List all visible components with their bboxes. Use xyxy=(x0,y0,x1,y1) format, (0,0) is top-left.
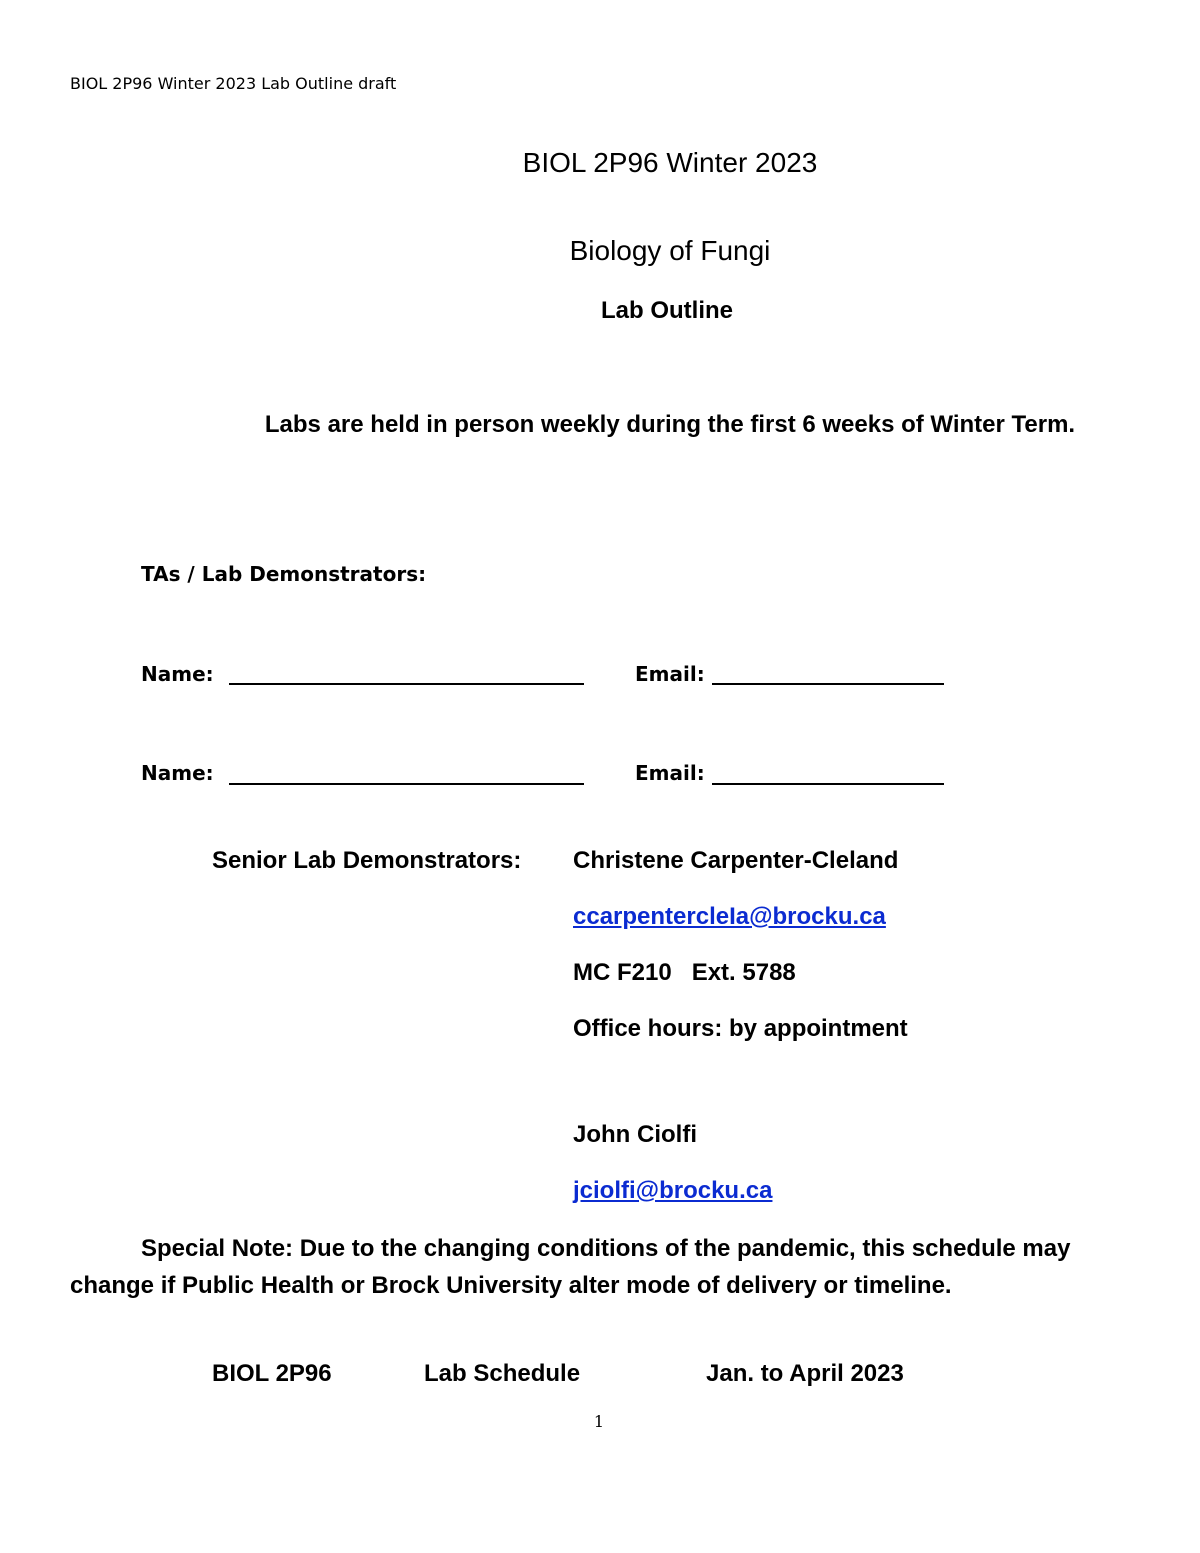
senior-demonstrator-name: John Ciolfi xyxy=(573,1121,697,1148)
intro-text: Labs are held in person weekly during the first 6 weeks of Winter Term. xyxy=(264,411,1076,438)
ta-name-blank[interactable] xyxy=(229,783,584,785)
page-number: 1 xyxy=(593,1412,605,1431)
ta-name-blank[interactable] xyxy=(229,683,584,685)
ta-email-label: Email: xyxy=(635,761,705,785)
schedule-course: BIOL 2P96 xyxy=(212,1360,332,1387)
document-type: Lab Outline xyxy=(601,297,733,324)
special-note: Special Note: Due to the changing conditions of the pandemic, this schedule may change if Public Health or Brock University alter mode of delivery or timeline. xyxy=(70,1235,1071,1299)
senior-demonstrator-email-link[interactable]: jciolfi@brocku.ca xyxy=(573,1177,773,1204)
course-title: BIOL 2P96 Winter 2023 xyxy=(522,147,818,178)
ta-email-blank[interactable] xyxy=(712,783,944,785)
senior-demonstrator-name: Christene Carpenter-Cleland xyxy=(573,847,899,874)
office-location: MC F210 Ext. 5788 xyxy=(573,959,796,986)
ta-heading: TAs / Lab Demonstrators: xyxy=(141,562,427,586)
ta-email-label: Email: xyxy=(635,662,705,686)
schedule-title: Lab Schedule xyxy=(424,1360,581,1387)
schedule-dates: Jan. to April 2023 xyxy=(706,1360,904,1387)
running-header: BIOL 2P96 Winter 2023 Lab Outline draft xyxy=(70,74,397,93)
course-name: Biology of Fungi xyxy=(569,235,771,266)
ta-name-label: Name: xyxy=(141,662,214,686)
office-hours: Office hours: by appointment xyxy=(573,1015,908,1042)
senior-demonstrator-email-link[interactable]: ccarpentercleIa@brocku.ca xyxy=(573,903,886,930)
ta-name-label: Name: xyxy=(141,761,214,785)
senior-demonstrators-label: Senior Lab Demonstrators: xyxy=(212,847,522,874)
ta-email-blank[interactable] xyxy=(712,683,944,685)
